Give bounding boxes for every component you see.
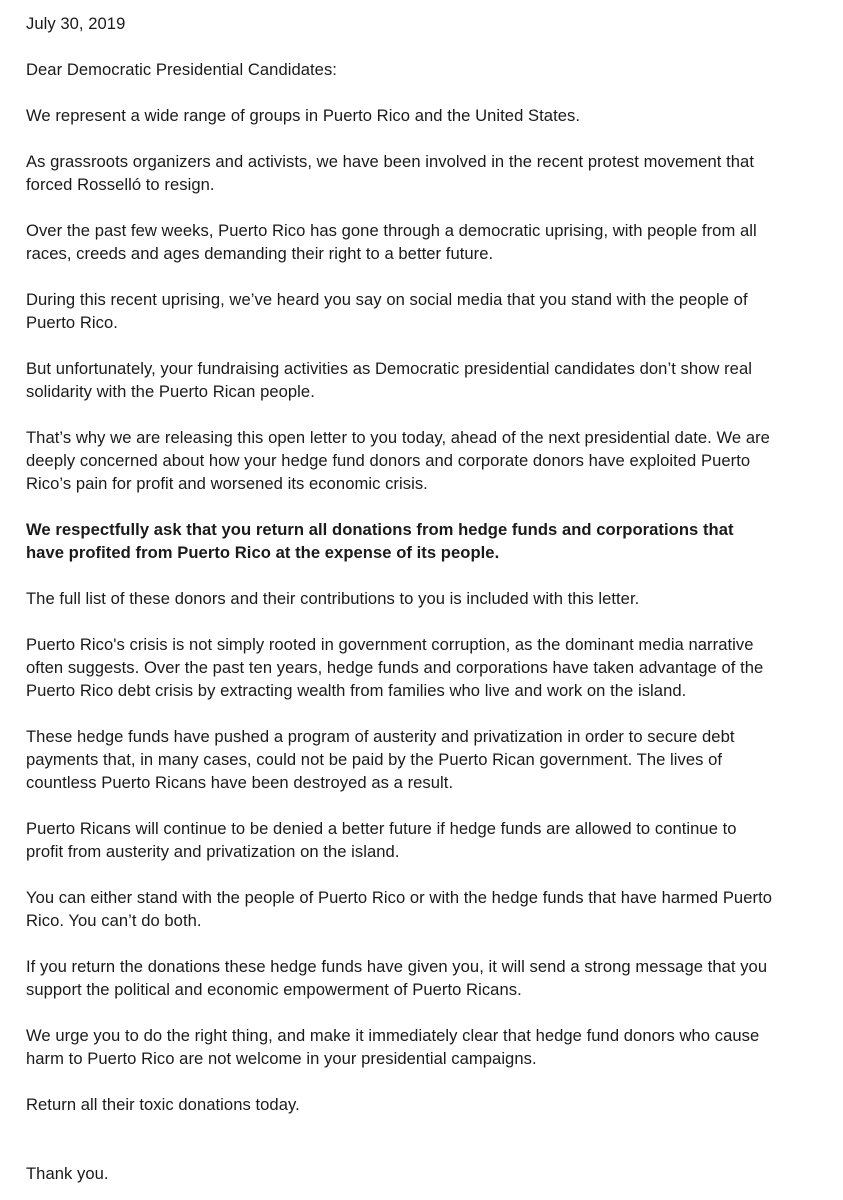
closing-spacer xyxy=(26,1139,826,1162)
letter-paragraph xyxy=(26,219,826,265)
paragraph-line: deeply concerned about how your hedge fund donors and corporate donors have exploited Puerto xyxy=(26,451,751,470)
paragraph-line: These hedge funds have pushed a program of austerity and privatization in order to secure debt xyxy=(26,727,735,746)
letter-paragraph xyxy=(26,1024,826,1070)
paragraph-line: Return all their toxic donations today. xyxy=(26,1095,300,1114)
letter-paragraph xyxy=(26,518,826,564)
paragraph-line: payments that, in many cases, could not be paid by the Puerto Rican government. The lives of xyxy=(26,750,723,769)
letter-paragraph xyxy=(26,886,826,932)
paragraph-line: The full list of these donors and their contributions to you is included with this letter. xyxy=(26,589,640,608)
paragraph-line: During this recent uprising, we’ve heard you say on social media that you stand with the people of xyxy=(26,290,748,309)
paragraph-line: forced Rosselló to resign. xyxy=(26,175,215,194)
letter-salutation: Dear Democratic Presidential Candidates: xyxy=(26,60,337,79)
letter-paragraph xyxy=(26,357,826,403)
paragraph-line: Rico’s pain for profit and worsened its economic crisis. xyxy=(26,474,428,493)
paragraph-line: races, creeds and ages demanding their right to a better future. xyxy=(26,244,494,263)
paragraph-line: We respectfully ask that you return all donations from hedge funds and corporations that xyxy=(26,520,734,539)
paragraph-line: But unfortunately, your fundraising activities as Democratic presidential candidates don’t show real xyxy=(26,359,752,378)
paragraph-line: Puerto Rico's crisis is not simply rooted in government corruption, as the dominant media narrative xyxy=(26,635,754,654)
letter-paragraph xyxy=(26,633,826,702)
letter-date: July 30, 2019 xyxy=(26,14,126,33)
letter-paragraph xyxy=(26,725,826,794)
paragraph-line: If you return the donations these hedge funds have given you, it will send a strong message that you xyxy=(26,957,768,976)
letter-paragraph xyxy=(26,1093,826,1116)
paragraph-line: profit from austerity and privatization on the island. xyxy=(26,842,400,861)
paragraph-line: solidarity with the Puerto Rican people. xyxy=(26,382,315,401)
paragraph-line: That’s why we are releasing this open letter to you today, ahead of the next presidential date. We are xyxy=(26,428,770,447)
letter-closing: Thank you. xyxy=(26,1164,109,1183)
paragraph-line: Rico. You can’t do both. xyxy=(26,911,202,930)
letter-page xyxy=(26,12,826,1185)
paragraph-line: We represent a wide range of groups in Puerto Rico and the United States. xyxy=(26,106,581,125)
paragraph-line: harm to Puerto Rico are not welcome in your presidential campaigns. xyxy=(26,1049,537,1068)
paragraph-line: support the political and economic empowerment of Puerto Ricans. xyxy=(26,980,522,999)
paragraph-line: Puerto Rico. xyxy=(26,313,118,332)
letter-paragraph xyxy=(26,587,826,610)
letter-paragraph xyxy=(26,104,826,127)
paragraph-line: often suggests. Over the past ten years, hedge funds and corporations have taken advantage of the xyxy=(26,658,764,677)
paragraph-line: As grassroots organizers and activists, we have been involved in the recent protest movement that xyxy=(26,152,754,171)
paragraph-line: Puerto Rico debt crisis by extracting wealth from families who live and work on the island. xyxy=(26,681,687,700)
letter-paragraph xyxy=(26,817,826,863)
letter-paragraph xyxy=(26,150,826,196)
paragraph-line: Over the past few weeks, Puerto Rico has gone through a democratic uprising, with people from all xyxy=(26,221,757,240)
letter-body xyxy=(26,104,826,1116)
paragraph-line: We urge you to do the right thing, and make it immediately clear that hedge fund donors who cause xyxy=(26,1026,760,1045)
letter-paragraph xyxy=(26,955,826,1001)
letter-paragraph xyxy=(26,288,826,334)
paragraph-line: You can either stand with the people of Puerto Rico or with the hedge funds that have harmed Puerto xyxy=(26,888,773,907)
paragraph-line: have profited from Puerto Rico at the expense of its people. xyxy=(26,543,500,562)
paragraph-line: countless Puerto Ricans have been destroyed as a result. xyxy=(26,773,454,792)
paragraph-line: Puerto Ricans will continue to be denied a better future if hedge funds are allowed to continue to xyxy=(26,819,737,838)
letter-paragraph xyxy=(26,426,826,495)
